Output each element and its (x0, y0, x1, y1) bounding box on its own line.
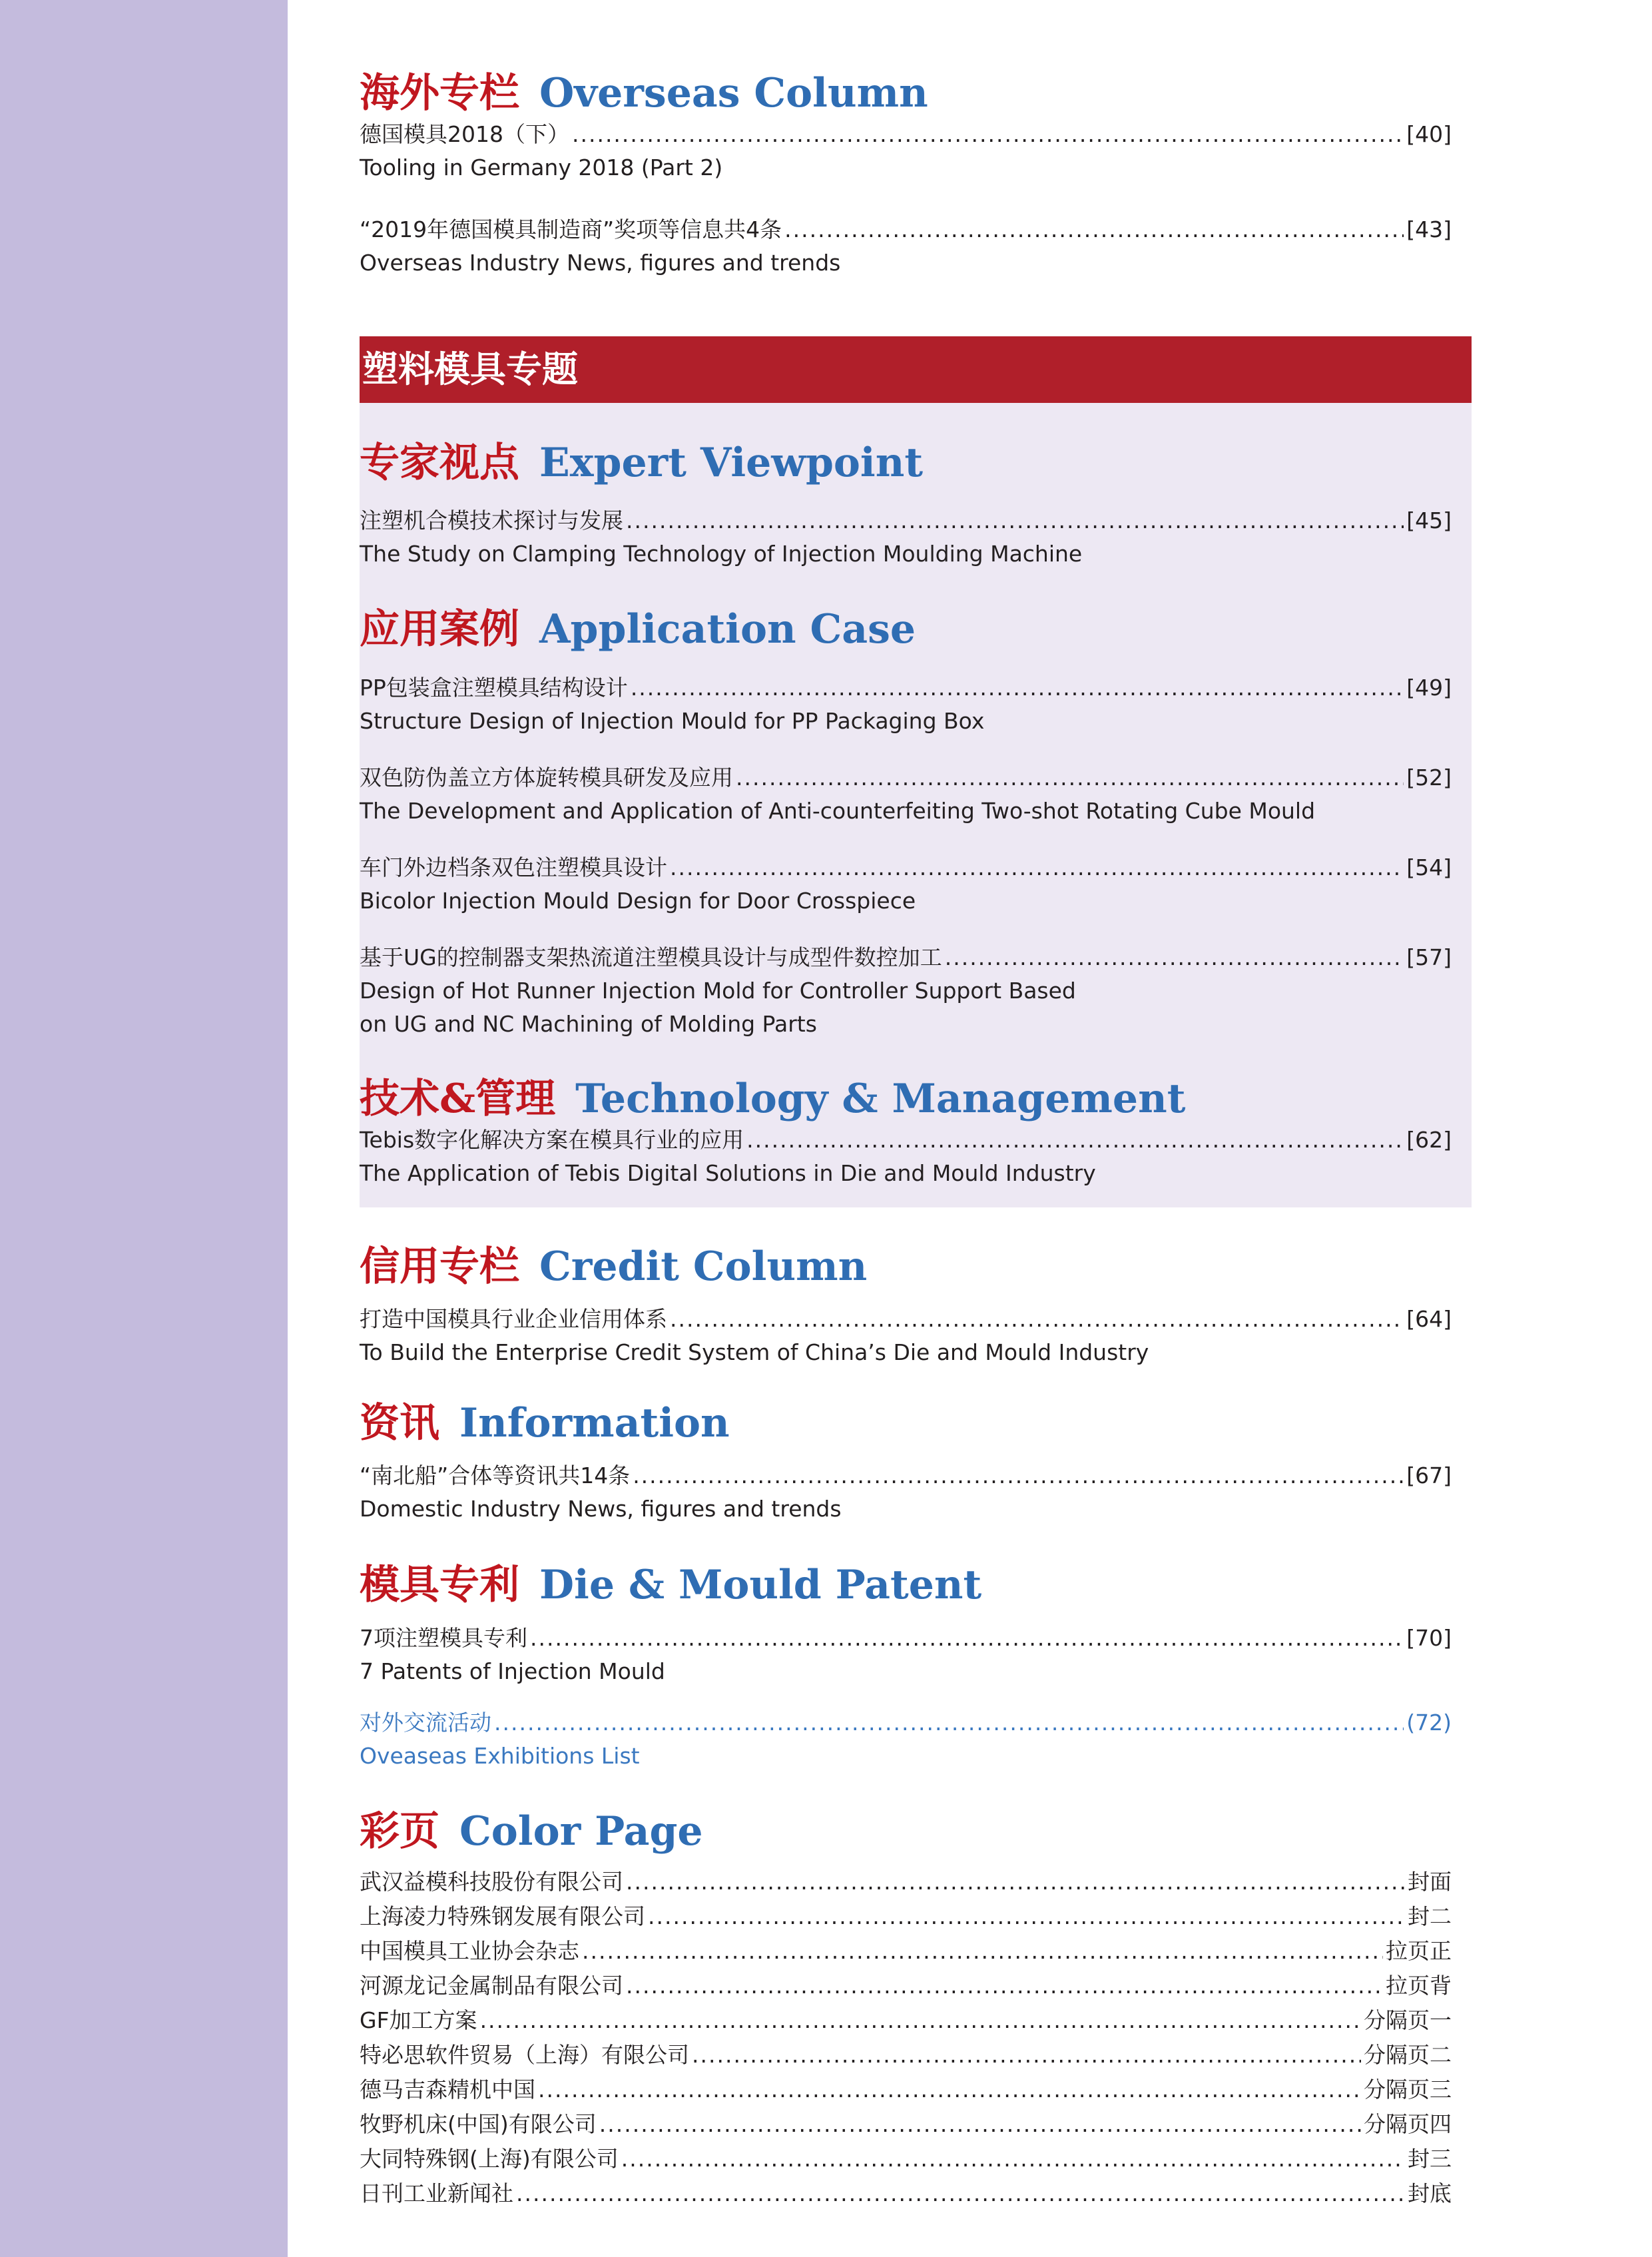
color-item[interactable] (360, 1865, 1452, 1899)
toc-entry[interactable] (360, 941, 1452, 1041)
section-heading-technology (360, 1072, 1185, 1126)
advertiser-name: 河源龙记金属制品有限公司 (360, 1973, 623, 1999)
entry-title-en: Bicolor Injection Mould Design for Door Crosspiece (360, 888, 916, 914)
entry-title-zh: 双色防伪盖立方体旋转模具研发及应用 (360, 765, 733, 791)
special-topic-band (360, 336, 1472, 403)
advertiser-name: 日刊工业新闻社 (360, 2180, 513, 2206)
leader-dots (626, 504, 1404, 537)
leader-dots (494, 1706, 1404, 1740)
page-number: [49] (1406, 675, 1452, 701)
toc-entry[interactable] (360, 118, 1452, 184)
page-label: 分隔页三 (1364, 2077, 1452, 2102)
leader-dots (736, 761, 1404, 795)
advertiser-name: GF加工方案 (360, 2007, 477, 2033)
leader-dots (670, 851, 1404, 884)
leader-dots (626, 1969, 1383, 2003)
heading-en: Expert Viewpoint (539, 440, 924, 486)
entry-title-zh: “南北船”合体等资讯共14条 (360, 1462, 631, 1488)
section-heading-expert (360, 436, 923, 489)
section-heading-application (360, 603, 916, 656)
color-page-list (360, 1865, 1452, 2211)
page-number: [64] (1406, 1306, 1452, 1332)
entry-title-en: Structure Design of Injection Mould for PP Packaging Box (360, 708, 985, 734)
leader-dots (670, 1303, 1404, 1336)
entry-title-zh: 7项注塑模具专利 (360, 1625, 527, 1651)
entry-title-zh: 注塑机合模技术探讨与发展 (360, 507, 623, 533)
leader-dots (516, 2176, 1405, 2211)
page-number: [45] (1406, 507, 1452, 533)
color-item[interactable] (360, 2107, 1452, 2142)
page-number: (72) (1406, 1710, 1452, 1736)
toc-entry[interactable] (360, 504, 1452, 571)
heading-zh: 信用专栏 (360, 1243, 519, 1290)
entry-title-en: 7 Patents of Injection Mould (360, 1658, 665, 1684)
page-label: 分隔页一 (1364, 2007, 1452, 2033)
color-item[interactable] (360, 2142, 1452, 2176)
leader-dots (572, 118, 1404, 151)
heading-en: Information (459, 1400, 730, 1447)
advertiser-name: 武汉益模科技股份有限公司 (360, 1869, 623, 1895)
leader-dots (631, 671, 1404, 705)
section-heading-color (360, 1805, 703, 1858)
entry-title-en: Oveaseas Exhibitions List (360, 1743, 640, 1769)
toc-entry[interactable] (360, 213, 1452, 280)
toc-entry[interactable] (360, 1622, 1452, 1688)
entry-title-zh: 德国模具2018（下） (360, 121, 569, 147)
heading-en: Die & Mould Patent (539, 1562, 982, 1608)
special-topic-title: 塑料模具专题 (362, 348, 578, 390)
page-label: 分隔页二 (1364, 2042, 1452, 2068)
page-label: 拉页正 (1386, 1938, 1452, 1964)
leader-dots (746, 1124, 1404, 1157)
color-item[interactable] (360, 1899, 1452, 1934)
leader-dots (648, 1899, 1405, 1934)
heading-en: Color Page (459, 1808, 703, 1855)
entry-title-en: To Build the Enterprise Credit System of China’s Die and Mould Industry (360, 1339, 1149, 1365)
entry-title-en: on UG and NC Machining of Molding Parts (360, 1011, 817, 1037)
leader-dots (530, 1622, 1404, 1655)
advertiser-name: 中国模具工业协会杂志 (360, 1938, 579, 1964)
page-label: 分隔页四 (1364, 2111, 1452, 2137)
leader-dots (480, 2003, 1361, 2038)
page-label: 拉页背 (1386, 1973, 1452, 1999)
toc-entry[interactable] (360, 851, 1452, 918)
advertiser-name: 牧野机床(中国)有限公司 (360, 2111, 597, 2137)
toc-entry[interactable] (360, 1303, 1452, 1369)
section-heading-overseas (360, 67, 928, 120)
advertiser-name: 上海凌力特殊钢发展有限公司 (360, 1903, 645, 1929)
entry-title-en: Overseas Industry News, figures and trends (360, 250, 841, 276)
heading-zh: 资讯 (360, 1400, 439, 1447)
section-heading-information (360, 1397, 730, 1450)
heading-zh: 彩页 (360, 1808, 439, 1855)
page-label: 封面 (1408, 1869, 1452, 1895)
section-heading-credit (360, 1240, 867, 1293)
section-heading-patent (360, 1558, 981, 1612)
color-item[interactable] (360, 1934, 1452, 1969)
entry-title-en: The Study on Clamping Technology of Injection Moulding Machine (360, 541, 1083, 567)
heading-zh: 专家视点 (360, 440, 519, 486)
entry-title-en: Tooling in Germany 2018 (Part 2) (360, 155, 723, 180)
heading-en: Technology & Management (575, 1076, 1186, 1122)
toc-entry[interactable] (360, 1459, 1452, 1526)
color-item[interactable] (360, 1969, 1452, 2003)
leader-dots (626, 1865, 1405, 1899)
page-number: [67] (1406, 1462, 1452, 1488)
page-number: [54] (1406, 854, 1452, 880)
page-number: [40] (1406, 121, 1452, 147)
page-number: [52] (1406, 765, 1452, 791)
advertiser-name: 大同特殊钢(上海)有限公司 (360, 2146, 619, 2172)
entry-title-zh: 对外交流活动 (360, 1710, 491, 1736)
page-label: 封二 (1408, 1903, 1452, 1929)
leader-dots (633, 1459, 1404, 1492)
entry-title-zh: PP包装盒注塑模具结构设计 (360, 675, 628, 701)
page-number: [57] (1406, 944, 1452, 970)
leader-dots (538, 2073, 1361, 2107)
page-label: 封底 (1408, 2180, 1452, 2206)
entry-title-zh: Tebis数字化解决方案在模具行业的应用 (360, 1127, 744, 1153)
advertiser-name: 德马吉森精机中国 (360, 2077, 535, 2102)
toc-entry[interactable] (360, 761, 1452, 828)
entry-title-en: Domestic Industry News, figures and trends (360, 1496, 842, 1522)
heading-en: Credit Column (539, 1243, 868, 1290)
color-item[interactable] (360, 2073, 1452, 2107)
entry-title-en: The Development and Application of Anti-counterfeiting Two-shot Rotating Cube Mould (360, 798, 1316, 824)
leader-dots (784, 213, 1404, 246)
toc-entry-link[interactable] (360, 1706, 1452, 1773)
toc-entry[interactable] (360, 1124, 1452, 1190)
leader-dots (945, 941, 1404, 974)
entry-title-en: Design of Hot Runner Injection Mold for Controller Support Based (360, 978, 1076, 1004)
heading-zh: 技术&管理 (360, 1076, 556, 1122)
heading-en: Application Case (539, 606, 916, 653)
entry-title-en: The Application of Tebis Digital Solutions in Die and Mould Industry (360, 1160, 1096, 1186)
color-item[interactable] (360, 2003, 1452, 2038)
page-number: [43] (1406, 216, 1452, 242)
page-number: [62] (1406, 1127, 1452, 1153)
entry-title-zh: 基于UG的控制器支架热流道注塑模具设计与成型件数控加工 (360, 944, 942, 970)
page-number: [70] (1406, 1625, 1452, 1651)
page-label: 封三 (1408, 2146, 1452, 2172)
heading-zh: 应用案例 (360, 606, 519, 653)
leader-dots (599, 2107, 1361, 2142)
entry-title-zh: 打造中国模具行业企业信用体系 (360, 1306, 667, 1332)
advertiser-name: 特必思软件贸易（上海）有限公司 (360, 2042, 689, 2068)
leader-dots (621, 2142, 1405, 2176)
color-item[interactable] (360, 2176, 1452, 2211)
color-item[interactable] (360, 2038, 1452, 2073)
leader-dots (692, 2038, 1361, 2073)
heading-zh: 海外专栏 (360, 70, 519, 117)
entry-title-zh: 车门外边档条双色注塑模具设计 (360, 854, 667, 880)
heading-en: Overseas Column (539, 70, 928, 117)
heading-zh: 模具专利 (360, 1562, 519, 1608)
toc-entry[interactable] (360, 671, 1452, 738)
left-sidebar-strip (0, 0, 288, 2257)
leader-dots (582, 1934, 1383, 1969)
entry-title-zh: “2019年德国模具制造商”奖项等信息共4条 (360, 216, 782, 242)
